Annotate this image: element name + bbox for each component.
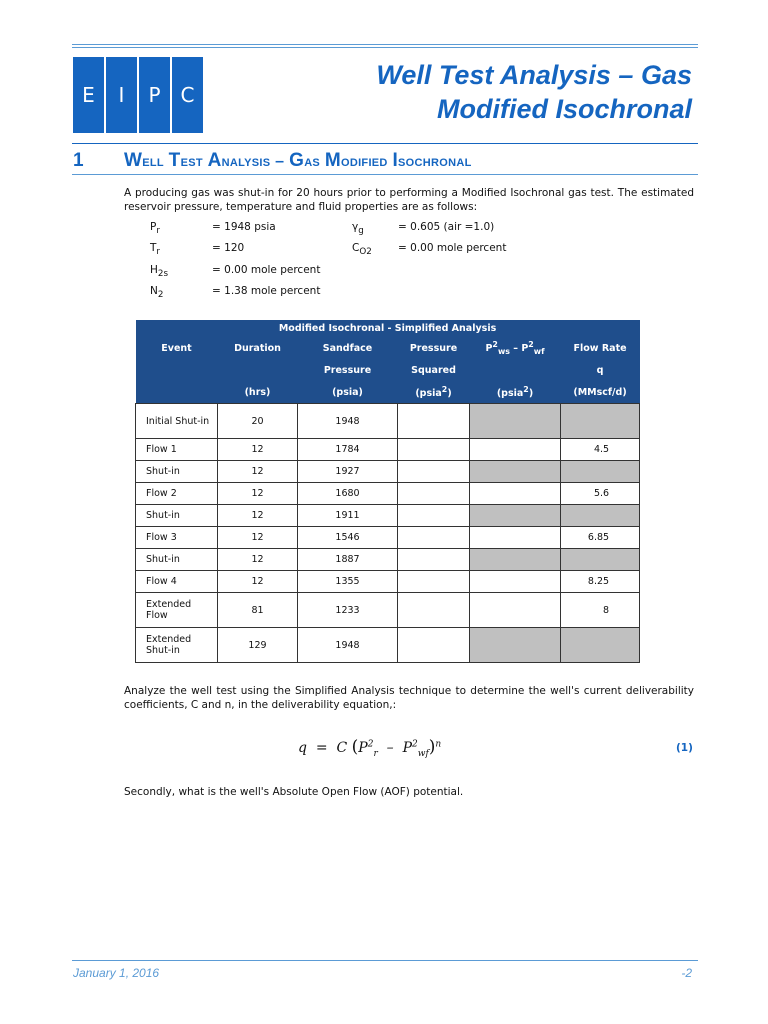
column-header: Squared bbox=[398, 359, 470, 381]
table-row bbox=[136, 593, 640, 628]
cell-diff bbox=[470, 527, 561, 549]
cell-event: Flow 1 bbox=[136, 439, 218, 461]
top-rule-1 bbox=[72, 44, 698, 45]
cell-event: Shut-in bbox=[136, 549, 218, 571]
cell-duration: 12 bbox=[218, 461, 298, 483]
footer-page-number: -2 bbox=[681, 966, 692, 980]
cell-event: Flow 4 bbox=[136, 571, 218, 593]
logo-letter: C bbox=[172, 57, 203, 133]
column-header: Flow Rate bbox=[561, 337, 640, 359]
isochronal-table bbox=[135, 320, 640, 663]
cell-duration: 12 bbox=[218, 439, 298, 461]
aof-question: Secondly, what is the well's Absolute Open Flow (AOF) potential. bbox=[124, 786, 464, 798]
cell-rate: 8 bbox=[561, 593, 640, 628]
cell-squared bbox=[398, 527, 470, 549]
cell-diff bbox=[470, 571, 561, 593]
cell-pressure: 1927 bbox=[298, 461, 398, 483]
cell-duration: 20 bbox=[218, 404, 298, 439]
section-title: Well Test Analysis – Gas Modified Isochronal bbox=[124, 150, 472, 171]
cell-squared bbox=[398, 549, 470, 571]
column-header: (MMscf/d) bbox=[561, 381, 640, 404]
title-line-2: Modified Isochronal bbox=[436, 94, 692, 124]
cell-squared bbox=[398, 439, 470, 461]
column-header: Sandface bbox=[298, 337, 398, 359]
cell-event: Shut-in bbox=[136, 505, 218, 527]
cell-pressure: 1355 bbox=[298, 571, 398, 593]
cell-diff bbox=[470, 505, 561, 527]
column-header bbox=[136, 381, 218, 404]
analyze-paragraph: Analyze the well test using the Simplified Analysis technique to determine the well's current deliverability coefficients, C and n, in the deliverability equation,: bbox=[124, 685, 694, 711]
cell-diff bbox=[470, 439, 561, 461]
cell-duration: 12 bbox=[218, 483, 298, 505]
table-row bbox=[136, 439, 640, 461]
footer-rule bbox=[72, 960, 698, 961]
section-rule bbox=[72, 174, 698, 175]
title-line-1: Well Test Analysis – Gas bbox=[376, 60, 692, 90]
cell-squared bbox=[398, 505, 470, 527]
logo-letter: P bbox=[139, 57, 170, 133]
cell-event: Flow 3 bbox=[136, 527, 218, 549]
column-header: Pressure bbox=[298, 359, 398, 381]
cell-duration: 12 bbox=[218, 527, 298, 549]
cell-duration: 129 bbox=[218, 628, 298, 663]
cell-pressure: 1948 bbox=[298, 628, 398, 663]
cell-duration: 12 bbox=[218, 571, 298, 593]
cell-event: Extended Flow bbox=[136, 593, 218, 628]
cell-squared bbox=[398, 404, 470, 439]
cell-rate: 8.25 bbox=[561, 571, 640, 593]
cell-pressure: 1887 bbox=[298, 549, 398, 571]
header-bottom-rule bbox=[72, 143, 698, 144]
table-row bbox=[136, 628, 640, 663]
logo-letter: I bbox=[106, 57, 137, 133]
cell-duration: 12 bbox=[218, 549, 298, 571]
table-caption: Modified Isochronal - Simplified Analysis bbox=[136, 320, 640, 337]
cell-rate bbox=[561, 549, 640, 571]
cell-pressure: 1948 bbox=[298, 404, 398, 439]
section-number: 1 bbox=[73, 150, 84, 171]
cell-rate bbox=[561, 628, 640, 663]
cell-rate: 6.85 bbox=[561, 527, 640, 549]
column-header: (psia$^2$) bbox=[470, 381, 561, 404]
cell-squared bbox=[398, 571, 470, 593]
cell-rate bbox=[561, 404, 640, 439]
cell-rate bbox=[561, 505, 640, 527]
table-row bbox=[136, 527, 640, 549]
logo-letter: E bbox=[73, 57, 104, 133]
equation-number: (1) bbox=[676, 742, 693, 754]
cell-duration: 12 bbox=[218, 505, 298, 527]
footer-date: January 1, 2016 bbox=[73, 966, 160, 980]
intro-paragraph: A producing gas was shut-in for 20 hours prior to performing a Modified Isochronal gas test. The estimated reservoir pressure, temperature and fluid properties are as follows: bbox=[124, 187, 694, 213]
cell-event: Extended Shut-in bbox=[136, 628, 218, 663]
column-header bbox=[136, 359, 218, 381]
cell-event: Flow 2 bbox=[136, 483, 218, 505]
cell-diff bbox=[470, 628, 561, 663]
table-row bbox=[136, 461, 640, 483]
cell-squared bbox=[398, 461, 470, 483]
table-row bbox=[136, 571, 640, 593]
column-header: (hrs) bbox=[218, 381, 298, 404]
cell-pressure: 1546 bbox=[298, 527, 398, 549]
cell-diff bbox=[470, 549, 561, 571]
eipc-logo bbox=[73, 57, 205, 133]
cell-pressure: 1784 bbox=[298, 439, 398, 461]
column-header bbox=[470, 359, 561, 381]
column-header: (psia$^2$) bbox=[398, 381, 470, 404]
cell-rate: 5.6 bbox=[561, 483, 640, 505]
cell-pressure: 1233 bbox=[298, 593, 398, 628]
column-header: Pressure bbox=[398, 337, 470, 359]
cell-diff bbox=[470, 404, 561, 439]
top-rule-2 bbox=[72, 47, 698, 48]
table-body bbox=[136, 404, 640, 663]
cell-diff bbox=[470, 461, 561, 483]
cell-event: Initial Shut-in bbox=[136, 404, 218, 439]
deliverability-equation: q = C $(P^2_r - P^2_{wf})^n$ bbox=[298, 737, 442, 759]
table-row bbox=[136, 483, 640, 505]
cell-diff bbox=[470, 593, 561, 628]
cell-squared bbox=[398, 628, 470, 663]
column-header: Duration bbox=[218, 337, 298, 359]
cell-pressure: 1911 bbox=[298, 505, 398, 527]
cell-diff bbox=[470, 483, 561, 505]
cell-rate: 4.5 bbox=[561, 439, 640, 461]
column-header: Event bbox=[136, 337, 218, 359]
table-row bbox=[136, 505, 640, 527]
column-header bbox=[218, 359, 298, 381]
cell-squared bbox=[398, 593, 470, 628]
cell-event: Shut-in bbox=[136, 461, 218, 483]
column-header: q bbox=[561, 359, 640, 381]
cell-duration: 81 bbox=[218, 593, 298, 628]
table-row bbox=[136, 549, 640, 571]
column-header: (psia) bbox=[298, 381, 398, 404]
cell-pressure: 1680 bbox=[298, 483, 398, 505]
document-title bbox=[376, 58, 692, 126]
cell-rate bbox=[561, 461, 640, 483]
table-row bbox=[136, 404, 640, 439]
cell-squared bbox=[398, 483, 470, 505]
column-header: $P^2_{ws} - P^2_{wf}$ bbox=[470, 337, 561, 359]
